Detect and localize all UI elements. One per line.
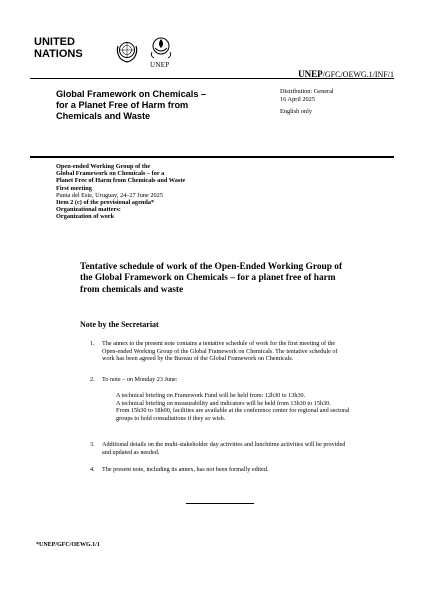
un-emblem-icon	[114, 38, 140, 64]
paragraph-2	[102, 376, 388, 384]
meeting-line: Open-ended Working Group of the	[56, 163, 151, 170]
schedule-line: groups to hold consultations if they so wish.	[116, 414, 226, 422]
agenda-item: Item 2 (c) of the provisional agenda*	[56, 199, 155, 207]
paragraph-number: 3.	[90, 441, 95, 448]
org-name	[34, 36, 83, 60]
document-symbol-prefix: UNEP	[298, 69, 323, 79]
end-rule	[186, 503, 254, 504]
document-title-line: from chemicals and waste	[80, 284, 184, 295]
document-title-line: Tentative schedule of work of the Open-Ended Working Group of	[80, 262, 343, 272]
language: English only	[280, 108, 313, 115]
distribution: Distribution: General	[280, 88, 334, 95]
document-symbol-rest: /GFC/OEWG.1/INF/1	[322, 70, 394, 79]
document-title	[80, 262, 380, 296]
section-rule	[30, 156, 394, 158]
schedule-line: From 15h30 to 18h00, facilities are available at the conference center for regional and sectoral	[116, 407, 350, 415]
paragraph-1	[102, 340, 388, 363]
unep-emblem-icon	[148, 36, 174, 60]
meeting-line: Planet Free of Harm from Chemicals and Waste	[56, 177, 186, 185]
paragraph-line: The present note, including its annex, has not been formally edited.	[102, 466, 269, 473]
paragraph-line: work has been agreed by the Bureau of the Global Framework on Chemicals.	[102, 355, 294, 363]
meeting-line: First meeting	[56, 184, 92, 192]
paragraph-line: The annex to the present note contains a tentative schedule of work for the first meeting of the	[102, 340, 336, 347]
schedule-line: A technical briefing on Framework Fund will be held from: 12h30 to 13h30.	[116, 392, 306, 399]
meeting-location: Punta del Este, Uruguay, 24–27 June 2025	[56, 191, 163, 199]
framework-title-line: for a Planet Free of Harm from	[56, 100, 189, 110]
paragraph-line: Open-ended Working Group of the Global Framework on Chemicals. The tentative schedule of	[102, 347, 338, 355]
paragraph-line: Additional details on the multi-stakeholder day activities and lunchtime activities will be provided	[102, 441, 346, 448]
paragraph-number: 2.	[90, 376, 95, 383]
framework-title-line: Chemicals and Waste	[56, 111, 151, 121]
schedule-line: A technical briefing on measurability and indicators will be held from 13h30 to 15h30.	[116, 399, 331, 407]
paragraph-line: and updated as needed.	[102, 448, 160, 456]
paragraph-number: 4.	[90, 466, 95, 473]
paragraph-4	[102, 466, 388, 474]
meeting-line: Global Framework on Chemicals – for a	[56, 170, 165, 178]
org-name-line-1: UNITED	[34, 36, 75, 48]
paragraph-number: 1.	[90, 340, 95, 347]
footnote: *UNEP/GFC/OEWG.1/1	[36, 542, 100, 548]
framework-title	[56, 89, 246, 122]
org-name-line-2: NATIONS	[34, 48, 83, 60]
paragraph-line: To note – on Monday 23 June:	[102, 376, 178, 383]
document-title-line: the Global Framework on Chemicals – for a planet free of harm	[80, 273, 336, 284]
agenda-subject: Organization of work	[56, 213, 115, 221]
framework-title-line: Global Framework on Chemicals –	[56, 89, 207, 99]
agenda-matters: Organizational matters:	[56, 206, 121, 214]
unep-label: UNEP	[150, 61, 170, 69]
meeting-info	[56, 163, 256, 221]
note-heading: Note by the Secretariat	[80, 320, 159, 329]
schedule-details	[116, 392, 390, 422]
header-rule	[30, 78, 394, 79]
issue-date: 16 April 2025	[280, 96, 315, 103]
paragraph-3	[102, 441, 388, 456]
distribution-block	[280, 88, 334, 116]
